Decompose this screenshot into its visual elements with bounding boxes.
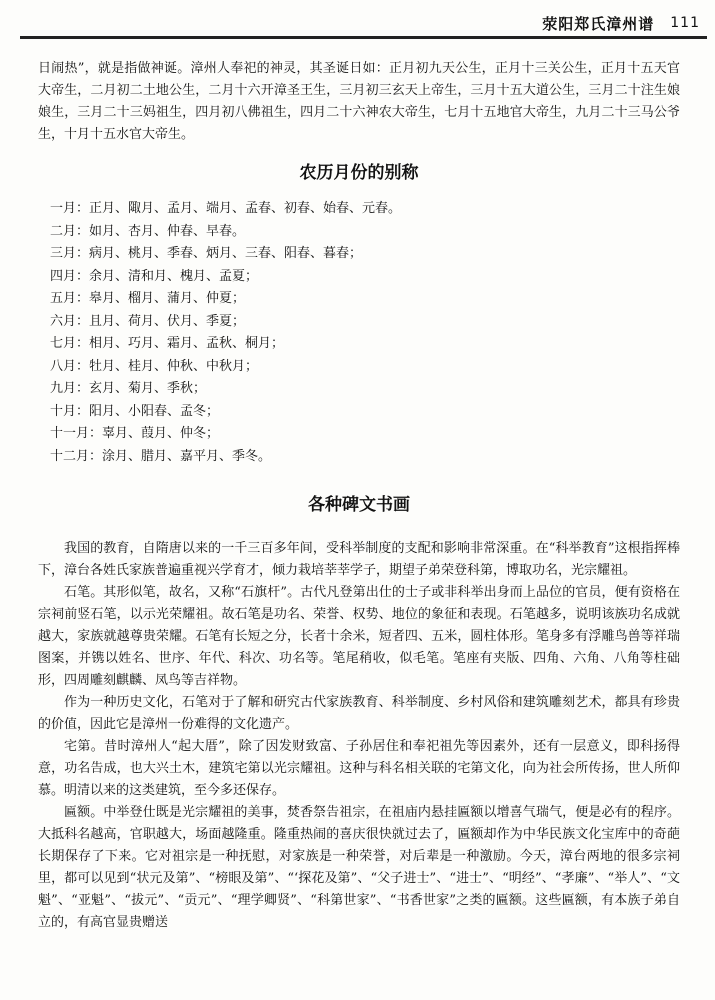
- page-number: 111: [670, 15, 700, 31]
- paragraph: 作为一种历史文化，石笔对于了解和研究古代家族教育、科举制度、乡村风俗和建筑雕刻艺术，都具有珍贵的价值，因此它是漳州一份难得的文化遗产。: [38, 695, 680, 732]
- running-header: [430, 12, 700, 34]
- page-body: [38, 58, 680, 934]
- paragraph: 匾额。中举登仕既是光宗耀祖的美事，焚香祭告祖宗，在祖庙内悬挂匾额以增喜气瑞气，便是必有的程序。大抵科名越高，官职越大，场面越隆重。隆重热闹的喜庆很快就过去了，匾额却作为中华民族文化宝库中的奇葩长期保存了下来。它对祖宗是一种抚慰，对家族是一种荣誉，对后辈是一种激励。今天，漳台两地的很多宗祠里，都可以见到“状元及第”、“榜眼及第”、“‘探花及第”、“父子进士”、“进士”、“明经”、“孝廉”、“举人”、“文魁”、“亚魁”、“拔元”、“贡元”、“理学卿贤”、“科第世家”、“书香世家”之类的匾额。这些匾额，有本族子弟自立的，有高官显贵赠送: [38, 805, 680, 930]
- list-item: 九月：玄月、菊月、季秋；: [50, 381, 207, 396]
- paragraph: 宅第。昔时漳州人“起大厝”，除了因发财致富、子孙居住和奉祀祖先等因素外，还有一层意义，即科扬得意，功名告成，也大兴土木，建筑宅第以光宗耀祖。这种与科名相关联的宅第文化，向为社会所传扬，世人所仰慕。明清以来的这类建筑，至今多还保存。: [38, 739, 680, 798]
- list-item: 十二月：涂月、腊月、嘉平月、季冬。: [50, 448, 272, 464]
- book-title: 荥阳郑氏漳州谱: [542, 14, 655, 33]
- list-item: 十一月：辜月、葭月、仲冬；: [50, 426, 220, 441]
- list-item: 七月：相月、巧月、霜月、孟秋、桐月；: [50, 336, 285, 351]
- section-heading-inscriptions: 各种碑文书画: [308, 495, 410, 515]
- list-item: 五月：皋月、榴月、蒲月、仲夏；: [50, 291, 246, 306]
- list-item: 二月：如月、杏月、仲春、早春。: [50, 223, 246, 239]
- list-item: 四月：余月、清和月、槐月、孟夏；: [50, 268, 259, 284]
- list-item: 十月：阳月、小阳春、孟冬；: [50, 403, 220, 419]
- paragraph: 石笔。其形似笔，故名，又称“石旗杆”。古代凡登第出仕的士子或非科举出身而上品位的官员，便有资格在宗祠前竖石笔，以示光荣耀祖。故石笔是功名、荣誉、权势、地位的象征和表现。石笔越多，说明该族功名成就越大，家族就越尊贵荣耀。石笔有长短之分，长者十余米，短者四、五米，圆柱体形。笔身多有浮雕鸟兽等祥瑞图案，并镌以姓名、世序、年代、科次、功名等。笔尾稍收，似毛笔。笔座有夹版、四角、六角、八角等柱础形，四周雕刻麒麟、凤鸟等吉祥物。: [38, 585, 680, 688]
- list-item: 八月：牡月、桂月、仲秋、中秋月；: [50, 358, 259, 374]
- section-heading-month-names: 农历月份的别称: [299, 163, 419, 183]
- list-item: 六月：且月、荷月、伏月、季夏；: [50, 313, 246, 329]
- list-item: 三月：病月、桃月、季春、炳月、三春、阳春、暮春；: [50, 246, 363, 261]
- month-alias-list: [38, 198, 680, 468]
- intro-paragraph: 日闹热”，就是指做神诞。漳州人奉祀的神灵，其圣诞日如：正月初九天公生，正月十三关公生，正月十五天官大帝生，二月初二土地公生，二月十六开漳圣王生，三月初三玄天上帝生，三月十五大道公生，三月二十注生娘娘生，三月二十三妈祖生，四月初八佛祖生，四月二十六神农大帝生，七月十五地官大帝生，九月二十三马公爷生，十月十五水官大帝生。: [38, 61, 680, 142]
- list-item: 一月：正月、陬月、孟月、端月、孟春、初春、始春、元春。: [50, 201, 402, 216]
- paragraph: 我国的教育，自隋唐以来的一千三百多年间，受科举制度的支配和影响非常深重。在“科举教育”这根指挥棒下，漳台各姓氏家族普遍重视兴学育才，倾力栽培莘莘学子，期望子弟荣登科第，博取功名，光宗耀祖。: [38, 541, 680, 578]
- header-rule: [20, 36, 707, 39]
